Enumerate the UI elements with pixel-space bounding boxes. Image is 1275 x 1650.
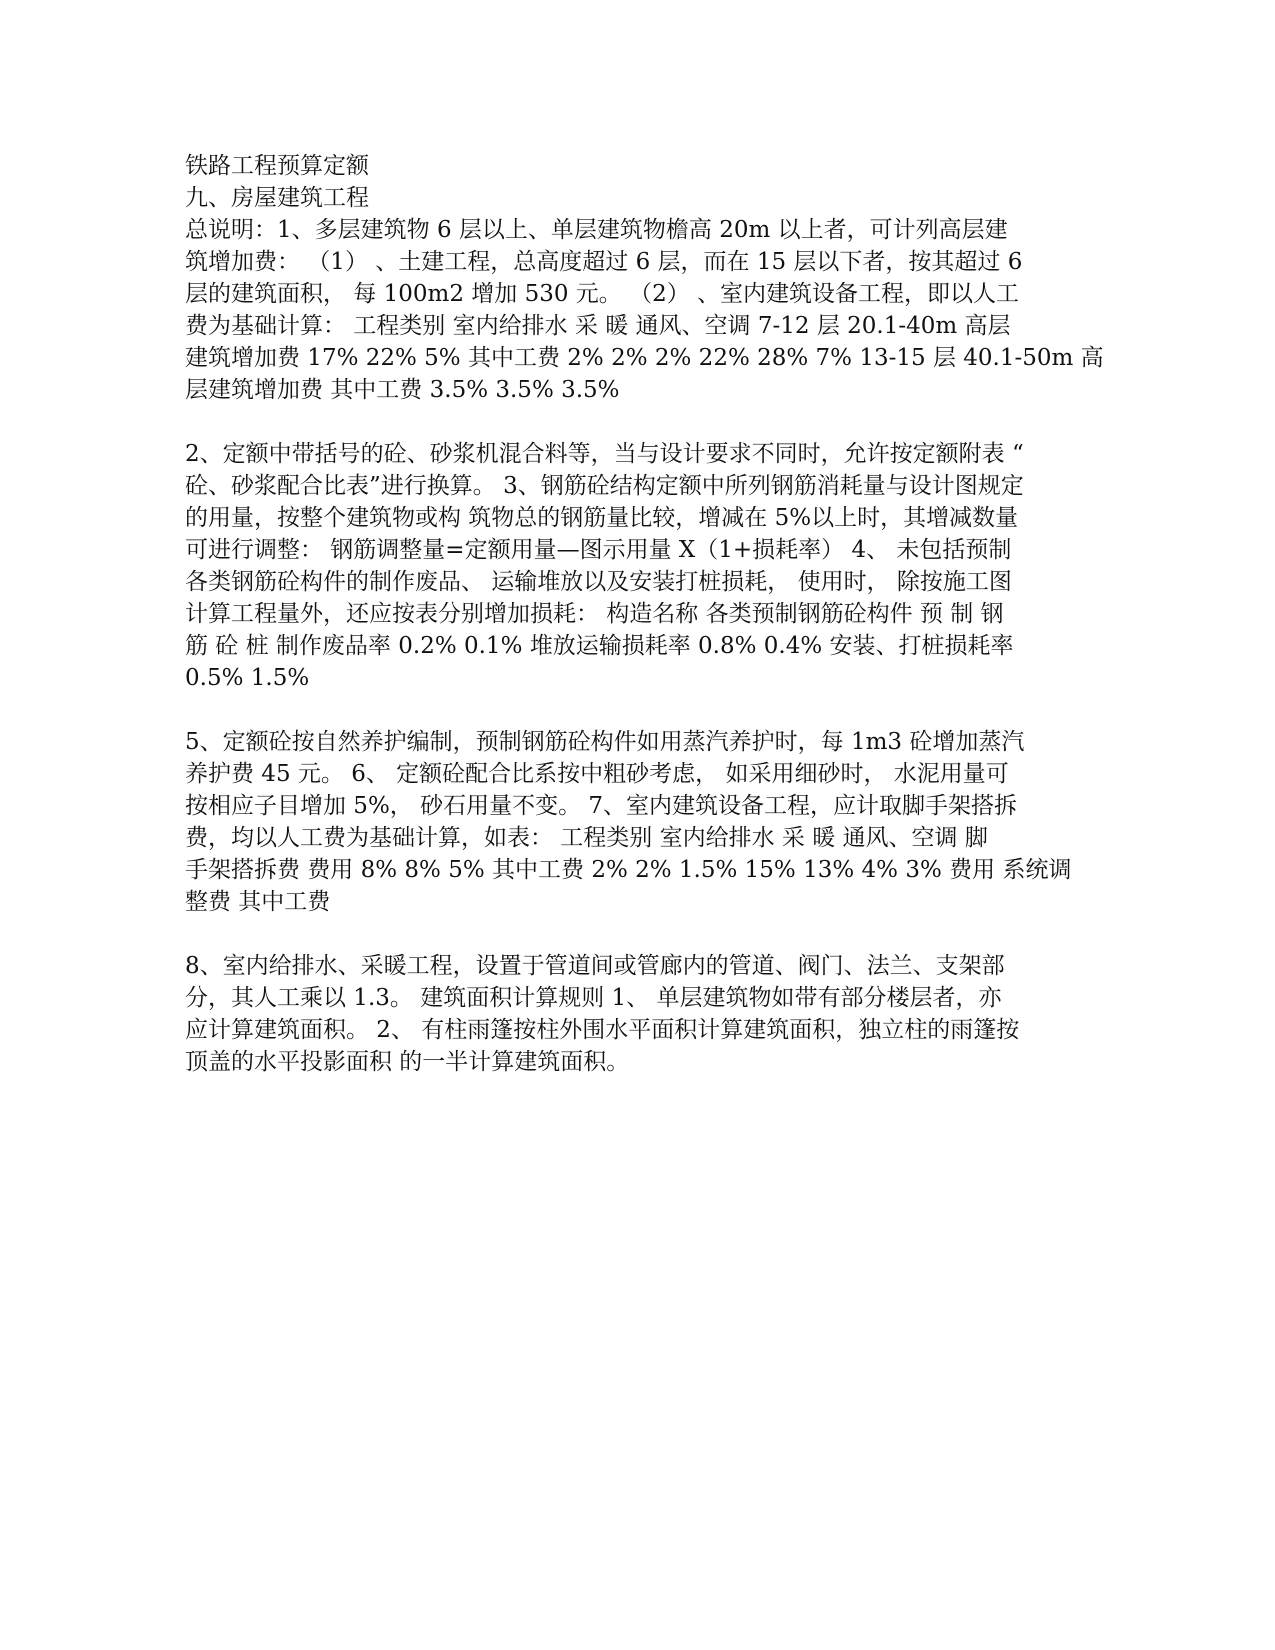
paragraph-line: 砼、砂浆配合比表”进行换算。 3、钢筋砼结构定额中所列钢筋消耗量与设计图规定 xyxy=(185,473,1024,499)
paragraph-line: 5、定额砼按自然养护编制，预制钢筋砼构件如用蒸汽养护时，每 1m3 砼增加蒸汽 xyxy=(185,729,1025,755)
paragraph-line: 8、室内给排水、采暖工程，设置于管道间或管廊内的管道、阀门、法兰、支架部 xyxy=(185,953,1005,979)
paragraph-concrete-rebar xyxy=(185,438,1105,694)
paragraph-spacer xyxy=(185,406,1105,438)
paragraph-spacer xyxy=(185,918,1105,950)
paragraph-line: 按相应子目增加 5%， 砂石用量不变。 7、室内建筑设备工程，应计取脚手架搭拆 xyxy=(185,793,1018,819)
paragraph-line: 养护费 45 元。 6、 定额砼配合比系按中粗砂考虑， 如采用细砂时， 水泥用量可 xyxy=(185,761,1009,787)
section-heading: 九、房屋建筑工程 xyxy=(185,185,369,211)
paragraph-line: 可进行调整： 钢筋调整量=定额用量—图示用量 X（1+损耗率） 4、 未包括预制 xyxy=(185,537,1012,563)
paragraph-line: 建筑增加费 17% 22% 5% 其中工费 2% 2% 2% 22% 28% 7% 13-15 层 40.1-50m 高 xyxy=(185,345,1104,371)
paragraph-line: 层建筑增加费 其中工费 3.5% 3.5% 3.5% xyxy=(185,377,620,403)
document-page xyxy=(185,150,1105,1078)
paragraph-line: 手架搭拆费 费用 8% 8% 5% 其中工费 2% 2% 1.5% 15% 13% 4% 3% 费用 系统调 xyxy=(185,857,1072,883)
paragraph-line: 的用量，按整个建筑物或构 筑物总的钢筋量比较，增减在 5%以上时，其增减数量 xyxy=(185,505,1019,531)
paragraph-line: 层的建筑面积， 每 100m2 增加 530 元。 （2） 、室内建筑设备工程，即以人工 xyxy=(185,281,1020,307)
paragraph-line: 2、定额中带括号的砼、砂浆机混合料等，当与设计要求不同时，允许按定额附表 “ xyxy=(185,441,1024,467)
paragraph-curing-scaffold xyxy=(185,726,1105,918)
paragraph-line: 费，均以人工费为基础计算，如表： 工程类别 室内给排水 采 暖 通风、空调 脚 xyxy=(185,825,988,851)
paragraph-line: 各类钢筋砼构件的制作废品、 运输堆放以及安装打桩损耗， 使用时， 除按施工图 xyxy=(185,569,1012,595)
document-title: 铁路工程预算定额 xyxy=(185,153,369,179)
paragraph-line: 计算工程量外，还应按表分别增加损耗： 构造名称 各类预制钢筋砼构件 预 制 钢 xyxy=(185,601,1004,627)
paragraph-line: 筑增加费： （1） 、土建工程，总高度超过 6 层，而在 15 层以下者，按其超过 6 xyxy=(185,249,1023,275)
paragraph-line: 应计算建筑面积。 2、 有柱雨篷按柱外围水平面积计算建筑面积，独立柱的雨篷按 xyxy=(185,1017,1020,1043)
paragraph-line: 顶盖的水平投影面积 的一半计算建筑面积。 xyxy=(185,1049,630,1075)
paragraph-line: 筋 砼 桩 制作废品率 0.2% 0.1% 堆放运输损耗率 0.8% 0.4% 安装、打桩损耗率 xyxy=(185,633,1014,659)
paragraph-general-notes xyxy=(185,214,1105,406)
paragraph-line: 分，其人工乘以 1.3。 建筑面积计算规则 1、 单层建筑物如带有部分楼层者，亦 xyxy=(185,985,1002,1011)
paragraph-spacer xyxy=(185,694,1105,726)
paragraph-line: 总说明：1、多层建筑物 6 层以上、单层建筑物檐高 20m 以上者，可计列高层建 xyxy=(185,217,1008,243)
paragraph-line: 0.5% 1.5% xyxy=(185,665,310,691)
paragraph-area-rules xyxy=(185,950,1105,1078)
paragraph-line: 整费 其中工费 xyxy=(185,889,331,915)
paragraph-line: 费为基础计算： 工程类别 室内给排水 采 暖 通风、空调 7-12 层 20.1-40m 高层 xyxy=(185,313,1011,339)
